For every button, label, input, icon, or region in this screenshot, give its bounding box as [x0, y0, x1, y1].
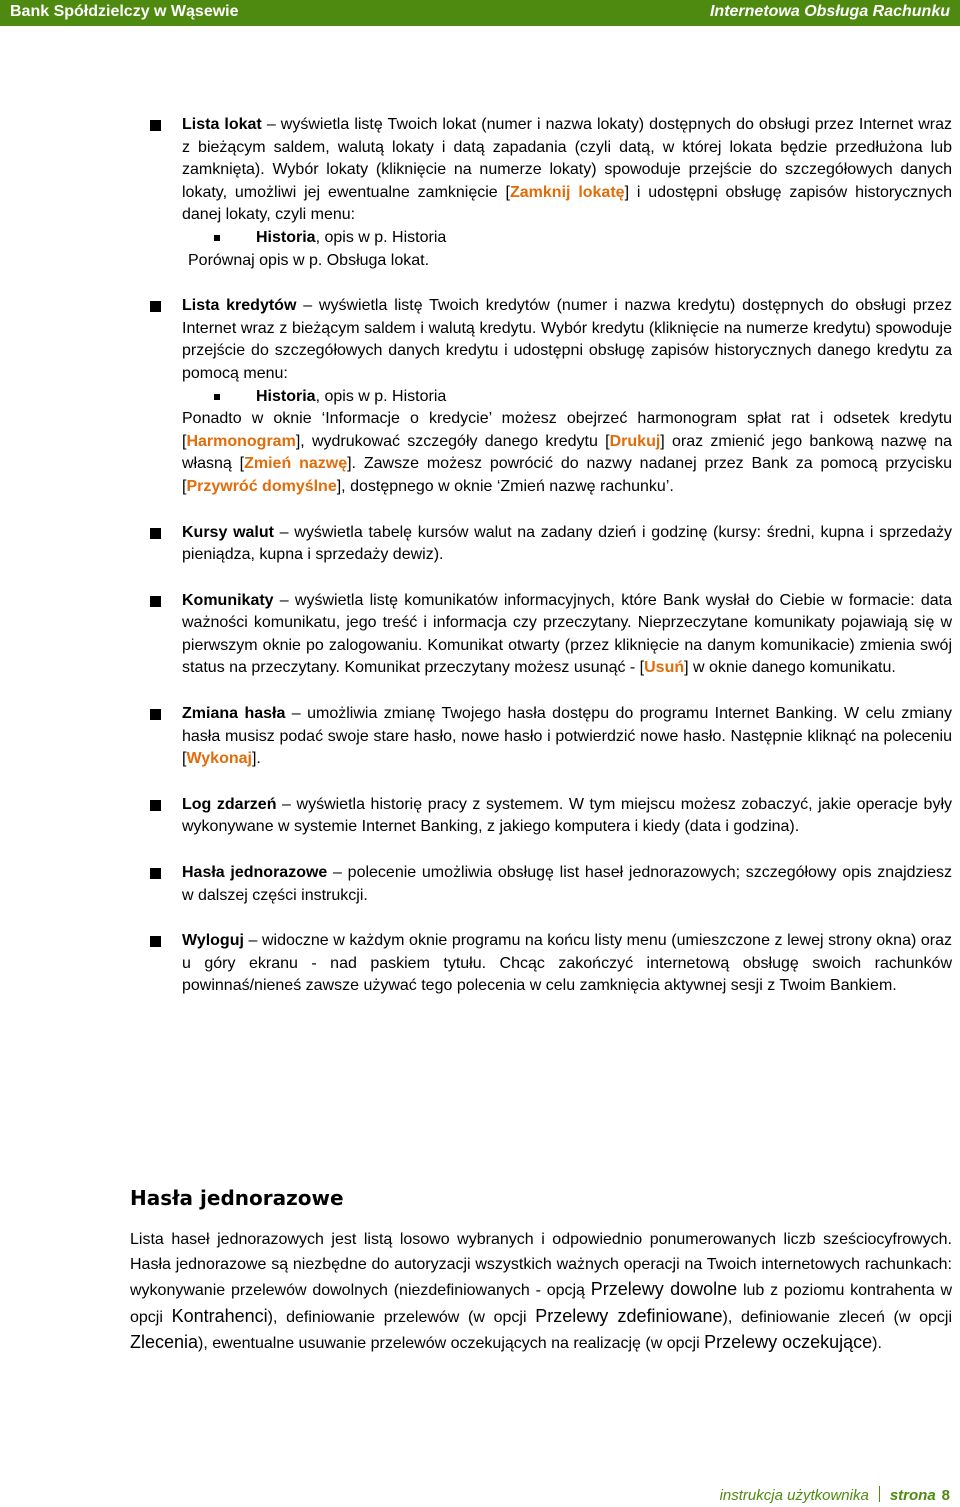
page-footer	[720, 1486, 950, 1504]
item-text: – widoczne w każdym oknie programu na końcu listy menu (umieszczone z lewej strony okna) oraz u góry ekranu - nad paskiem tytułu. Chcąc zakończyć internetową obsługę swoich rachunków powinnaś/nieneś zawsze używać tego polecenia w celu zamknięcia aktywnej sesji z Twoim Bankiem.	[182, 932, 952, 995]
submenu-desc: , opis w p. Historia	[315, 228, 447, 246]
option-ref: Przelewy oczekujące	[704, 1332, 873, 1353]
paragraph-text: ), ewentualne usuwanie przelewów oczekujących na realizację (w opcji	[198, 1335, 705, 1353]
button-ref-wykonaj: Wykonaj	[186, 750, 252, 768]
item-title: Wyloguj	[182, 932, 244, 950]
bullet-icon	[150, 800, 161, 811]
item-text: ], dostępnego w oknie ‘Zmień nazwę rachunku’.	[336, 477, 674, 495]
bank-name: Bank Spółdzielczy w Wąsewie	[10, 3, 239, 20]
option-ref: Przelewy zdefiniowane	[535, 1305, 723, 1326]
button-ref-przywroc: Przywróć domyślne	[186, 477, 337, 495]
bullet-icon	[150, 528, 161, 539]
list-item-hasla-jednorazowe	[150, 862, 952, 907]
item-title: Lista lokat	[182, 116, 262, 133]
item-title: Komunikaty	[182, 591, 274, 609]
submenu-label: Historia	[256, 387, 316, 405]
list-item-komunikaty	[150, 590, 952, 680]
paragraph-text: ), definiowanie zleceń (w opcji	[722, 1308, 953, 1326]
button-ref-zamknij-lokate: Zamknij lokatę	[510, 183, 625, 201]
item-text: ] i udostępni obsługę zapisów historycznych danej lokaty, czyli menu:	[182, 183, 952, 224]
item-text: – wyświetla listę Twoich kredytów (numer i nazwa kredytu) dostępnych do obsługi przez Internet wraz z bieżącym saldem i walutą kredytu. Wybór kredytu (kliknięcie na numerze kredytu) spowoduje przejście do szczegółowych danych kredytu i udostępni obsługę zapisów historycznych danego kredytu za pomocą menu:	[182, 297, 953, 382]
item-text: – wyświetla listę Twoich lokat (numer i nazwa lokaty) dostępnych do obsługi przez Internet wraz z bieżącym saldem, walutą lokaty i datą zapadania (czyli datą, w której lokata będzie przedłużona lub zamknięta). Wybór lokaty (kliknięcie na numerze lokaty) spowoduje przejście do szczegółowych danych lokaty, umożliwi jej ewentualne zamknięcie [	[182, 116, 953, 201]
item-title: Zmiana hasła	[182, 705, 286, 723]
square-bullet-icon	[214, 394, 220, 400]
square-bullet-icon	[214, 235, 220, 241]
section-heading: Hasła jednorazowe	[130, 1186, 344, 1210]
paragraph-text: ).	[872, 1335, 882, 1353]
item-text: Ponadto w oknie ‘Informacje o kredycie’ możesz obejrzeć harmonogram spłat rat i odsetek kredytu [	[182, 410, 952, 450]
footer-text: instrukcja użytkownika	[719, 1487, 869, 1504]
document-title: Internetowa Obsługa Rachunku	[709, 3, 950, 20]
list-item-zmiana-hasla	[150, 703, 952, 771]
list-item-log	[150, 794, 952, 839]
list-item-lokaty	[150, 114, 952, 272]
page-number: 8	[941, 1487, 950, 1504]
item-text: ] oraz zmienić jego bankową nazwę na własną [	[182, 432, 953, 473]
item-title: Log zdarzeń	[182, 795, 277, 813]
page-label: strona	[889, 1487, 936, 1504]
button-ref-harmonogram: Harmonogram	[186, 432, 296, 450]
bullet-icon	[150, 936, 161, 947]
submenu-item	[182, 227, 952, 250]
item-title: Hasła jednorazowe	[182, 864, 328, 882]
bullet-icon	[150, 709, 161, 720]
submenu-note: Porównaj opis w p. Obsługa lokat.	[188, 251, 430, 269]
list-item-kursy	[150, 522, 952, 567]
paragraph-text: Lista haseł jednorazowych jest listą losowo wybranych i odpowiednio ponumerowanych liczb sześciocyfrowych. Hasła jednorazowe są niezbędne do autoryzacji wszystkich ważnych operacji na Twoich internetowych rachunkach: wykonywanie przelewów dowolnych (niezdefiniowanych - opcją	[130, 1231, 952, 1300]
button-ref-drukuj: Drukuj	[609, 432, 661, 450]
button-ref-usun: Usuń	[644, 659, 685, 677]
menu-description-list	[150, 114, 952, 1021]
item-text: ], wydrukować szczegóły danego kredytu [	[295, 432, 610, 450]
item-text: – umożliwia zmianę Twojego hasła dostępu do programu Internet Banking. W celu zmiany hasła musisz podać swoje stare hasło, nowe hasło i potwierdzić nowe hasło. Następnie kliknąć na poleceniu [	[182, 705, 952, 768]
item-text: – polecenie umożliwia obsługę list haseł jednorazowych; szczegółowy opis znajdziesz w dalszej części instrukcji.	[182, 864, 953, 904]
bullet-icon	[150, 596, 161, 607]
option-ref: Zlecenia	[130, 1332, 199, 1353]
item-text: – wyświetla tabelę kursów walut na zadany dzień i godzinę (kursy: średni, kupna i sprzedaży pieniądza, kupna i sprzedaży dewiz).	[182, 523, 953, 564]
item-text: ].	[251, 750, 261, 768]
bullet-icon	[150, 868, 161, 879]
bullet-icon	[150, 120, 161, 131]
item-title: Kursy walut	[182, 523, 274, 541]
item-title: Lista kredytów	[182, 297, 297, 315]
button-ref-zmien-nazwe: Zmień nazwę	[244, 455, 348, 473]
item-text: – wyświetla listę komunikatów informacyjnych, które Bank wysłał do Ciebie w formacie: data ważności komunikatu, jego treść i informacja czy przeczytany. Nieprzeczytane komunikaty pojawiają się w pierwszym oknie po zalogowaniu. Komunikat otwarty (przez kliknięcie na danym komunikacie) zmienia swój status na przeczytany. Komunikat przeczytany możesz usunąć - [	[182, 591, 952, 677]
paragraph-text: ), definiowanie przelewów (w opcji	[267, 1308, 536, 1326]
footer-divider	[879, 1486, 880, 1502]
list-item-wyloguj	[150, 930, 952, 998]
section-paragraph	[130, 1228, 952, 1357]
option-ref: Kontrahenci	[171, 1305, 268, 1326]
bullet-icon	[150, 301, 161, 312]
submenu-label: Historia	[256, 228, 316, 246]
item-text: ] w oknie danego komunikatu.	[684, 659, 896, 677]
item-text: ]. Zawsze możesz powrócić do nazwy nadanej przez Bank za pomocą przycisku [	[182, 455, 953, 495]
paragraph-text: lub z poziomu kontrahenta w opcji	[130, 1282, 952, 1326]
submenu-desc: , opis w p. Historia	[315, 387, 447, 405]
list-item-kredyty	[150, 295, 952, 498]
option-ref: Przelewy dowolne	[590, 1279, 738, 1300]
item-text: – wyświetla historię pracy z systemem. W tym miejscu możesz zobaczyć, jakie operacje były wykonywane w systemie Internet Banking, z jakiego komputera i kiedy (data i godzina).	[182, 795, 952, 836]
page-header	[0, 0, 960, 26]
submenu-item	[182, 386, 952, 409]
